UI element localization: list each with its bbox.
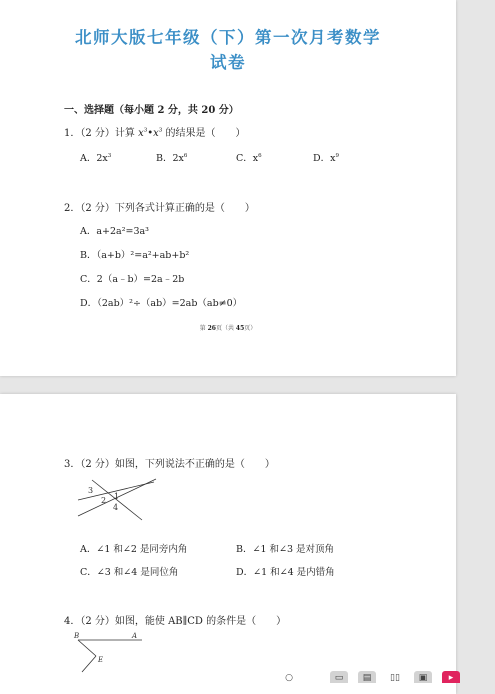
question-1-stem: 1．（2 分）计算 $x^3•x^3$ 的结果是（ ） [64, 127, 246, 139]
question-2-stem: 2．（2 分）下列各式计算正确的是（ ） [64, 203, 255, 214]
exam-title-line-2: 试卷 [210, 53, 246, 72]
question-2-option-b: B．（a+b）²=a²+ab+b² [80, 250, 190, 261]
exam-title-line-1: 北师大版七年级（下）第一次月考数学 [75, 28, 381, 47]
question-3-stem: 3．（2 分）如图，下列说法不正确的是（ ） [64, 459, 275, 470]
document-page-2 [0, 394, 456, 694]
fig3-label-3: 3 [88, 486, 94, 495]
two-page-icon[interactable]: ▯▯ [390, 673, 400, 683]
fig4-label-a: A [132, 632, 138, 640]
question-1-option-c: C．$x^6$ [236, 152, 262, 164]
section-heading: 一、选择题（每小题 2 分，共 20 分） [64, 105, 239, 116]
question-3-option-a: A．∠1 和∠2 是同旁内角 [80, 544, 188, 555]
fit-icon[interactable]: ▣ [414, 671, 432, 683]
fig3-label-1: 1 [114, 492, 120, 501]
page-footer: 第 26页（共 45页） [199, 325, 257, 332]
list-view-icon[interactable]: ▤ [358, 671, 376, 683]
fig4-label-b: B [74, 632, 80, 640]
question-2-option-a: A．a+2a²=3a³ [80, 226, 149, 237]
question-2-option-c: C．2（a﹣b）=2a﹣2b [80, 274, 185, 285]
question-1-option-a: A．$2x^3$ [80, 152, 112, 164]
search-icon[interactable]: ○ [285, 673, 293, 683]
fig3-label-4: 4 [113, 503, 119, 512]
question-1-option-d: D．$x^9$ [313, 152, 339, 164]
fig4-label-e: E [98, 656, 104, 664]
question-1-option-b: B．$2x^6$ [156, 152, 188, 164]
pdf-icon[interactable]: ▸ [442, 671, 460, 683]
single-page-icon[interactable]: ▭ [330, 671, 348, 683]
question-2-option-d: D．（2ab）²÷（ab）=2ab（ab≠0） [80, 298, 243, 309]
question-3-option-b: B．∠1 和∠3 是对顶角 [236, 544, 335, 555]
question-3-figure [76, 476, 160, 522]
document-page-1 [0, 0, 456, 376]
question-4-figure [72, 632, 152, 674]
question-3-option-c: C．∠3 和∠4 是同位角 [80, 567, 179, 578]
fig3-label-2: 2 [101, 496, 107, 505]
question-4-stem: 4．（2 分）如图，能使 AB∥CD 的条件是（ ） [64, 616, 287, 627]
viewer-toolbar [260, 671, 495, 683]
question-3-option-d: D．∠1 和∠4 是内错角 [236, 567, 335, 578]
